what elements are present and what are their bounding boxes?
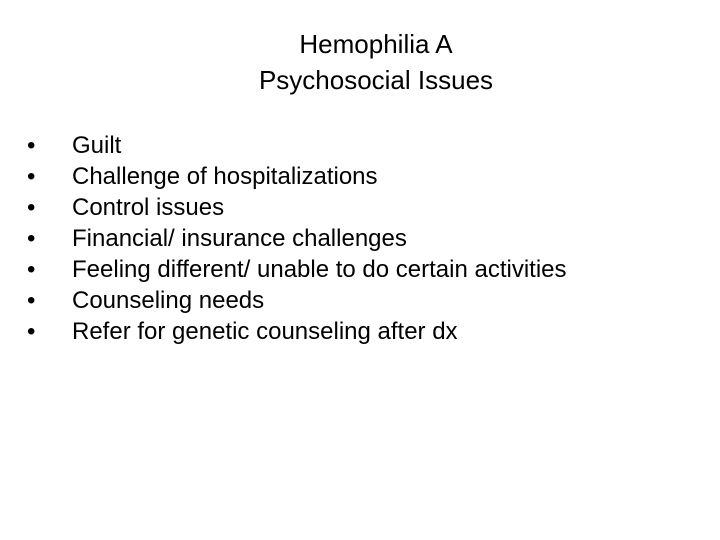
bullet-dot: •: [27, 318, 36, 345]
bullet-dot: •: [27, 287, 36, 314]
slide-title: [36, 26, 716, 98]
bullet-dot: •: [27, 163, 36, 190]
bullet-item: [27, 161, 647, 192]
bullet-dot: •: [27, 256, 36, 283]
title-line-1: Hemophilia A: [299, 29, 453, 59]
bullet-text: Financial/ insurance challenges: [72, 225, 407, 252]
bullet-item: [27, 285, 647, 316]
bullet-text: Refer for genetic counseling after dx: [72, 318, 458, 345]
bullet-item: [27, 316, 647, 347]
bullet-item: [27, 254, 647, 285]
bullet-text: Control issues: [72, 194, 225, 221]
bullet-dot: •: [27, 194, 36, 221]
bullet-text: Guilt: [72, 132, 122, 159]
bullet-item: [27, 223, 647, 254]
bullet-item: [27, 192, 647, 223]
bullet-text: Challenge of hospitalizations: [72, 163, 378, 190]
title-line-2: Psychosocial Issues: [258, 65, 494, 95]
bullet-dot: •: [27, 132, 36, 159]
bullet-list: [27, 130, 647, 347]
bullet-text: Counseling needs: [72, 287, 265, 314]
bullet-item: [27, 130, 647, 161]
bullet-text: Feeling different/ unable to do certain activities: [72, 256, 567, 283]
bullet-dot: •: [27, 225, 36, 252]
